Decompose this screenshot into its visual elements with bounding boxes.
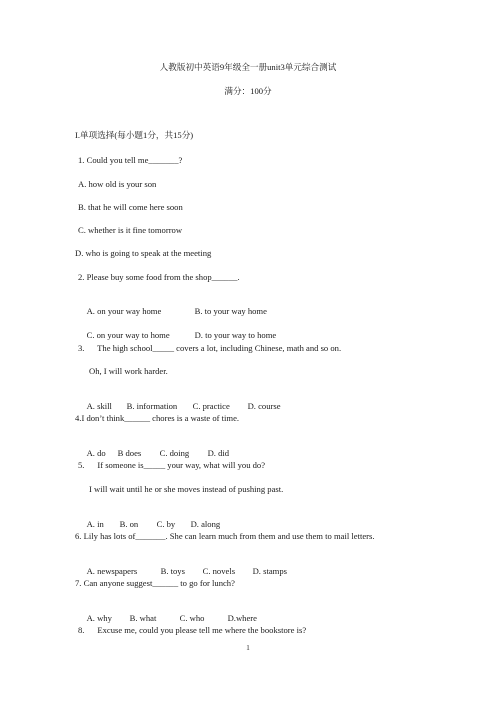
question-3: 3. The high school_____ covers a lot, including Chinese, math and so on. [78,343,342,353]
q3-option-a: A. skill [86,401,112,411]
q5-option-b: B. on [119,519,139,529]
document-title: 人教版初中英语9年级全一册unit3单元综合测试 [159,62,337,72]
question-7: 7. Can anyone suggest______ to go for lunch? [75,578,235,588]
q5-option-a: A. in [86,519,104,529]
q7-option-c: C. who [179,613,205,623]
q1-option-c: C. whether is it fine tomorrow [78,225,183,235]
q7-option-a: A. why [86,613,112,623]
question-5-response: I will wait until he or she moves instead of pushing past. [89,484,284,494]
q3-option-d: D. course [247,401,281,411]
q4-option-c: C. doing [159,448,190,458]
full-score: 满分：100分 [224,86,272,96]
q7-option-b: B. what [129,613,157,623]
q2-option-a: A. on your way home [86,306,162,316]
q3-option-c: C. practice [192,401,230,411]
question-4: 4.I don’t think______ chores is a waste of time. [75,413,240,423]
q1-option-a: A. how old is your son [78,179,157,189]
question-1: 1. Could you tell me_______? [78,155,183,165]
q2-option-d: D. to your way to home [194,330,277,340]
q1-option-d: D. who is going to speak at the meeting [75,248,212,258]
q6-option-a: A. newspapers [86,566,138,576]
question-2: 2. Please buy some food from the shop______. [78,272,240,282]
q6-option-b: B. toys [160,566,185,576]
q5-option-d: D. along [190,519,221,529]
page-number: 1 [246,644,250,652]
q1-option-b: B. that he will come here soon [78,202,183,212]
q6-option-c: C. novels [202,566,236,576]
q2-option-c: C. on your way to home [86,330,170,340]
q6-option-d: D. stamps [252,566,287,576]
question-5: 5. If someone is_____ your way, what will you do? [78,460,266,470]
question-3-response: Oh, I will work harder. [89,366,168,376]
question-8: 8. Excuse me, could you please tell me where the bookstore is? [78,625,307,635]
q4-option-b: B does [117,448,142,458]
question-6: 6. Lily has lots of_______. She can learn much from them and use them to mail letters. [75,531,375,541]
section-heading: I.单项选择(每小题1分，共15分) [75,130,194,140]
q7-option-d: D.where [227,613,257,623]
q3-option-b: B. information [126,401,178,411]
q4-option-a: A. do [86,448,106,458]
q4-option-d: D. did [207,448,230,458]
q5-option-c: C. by [156,519,176,529]
q2-option-b: B. to your way home [194,306,267,316]
